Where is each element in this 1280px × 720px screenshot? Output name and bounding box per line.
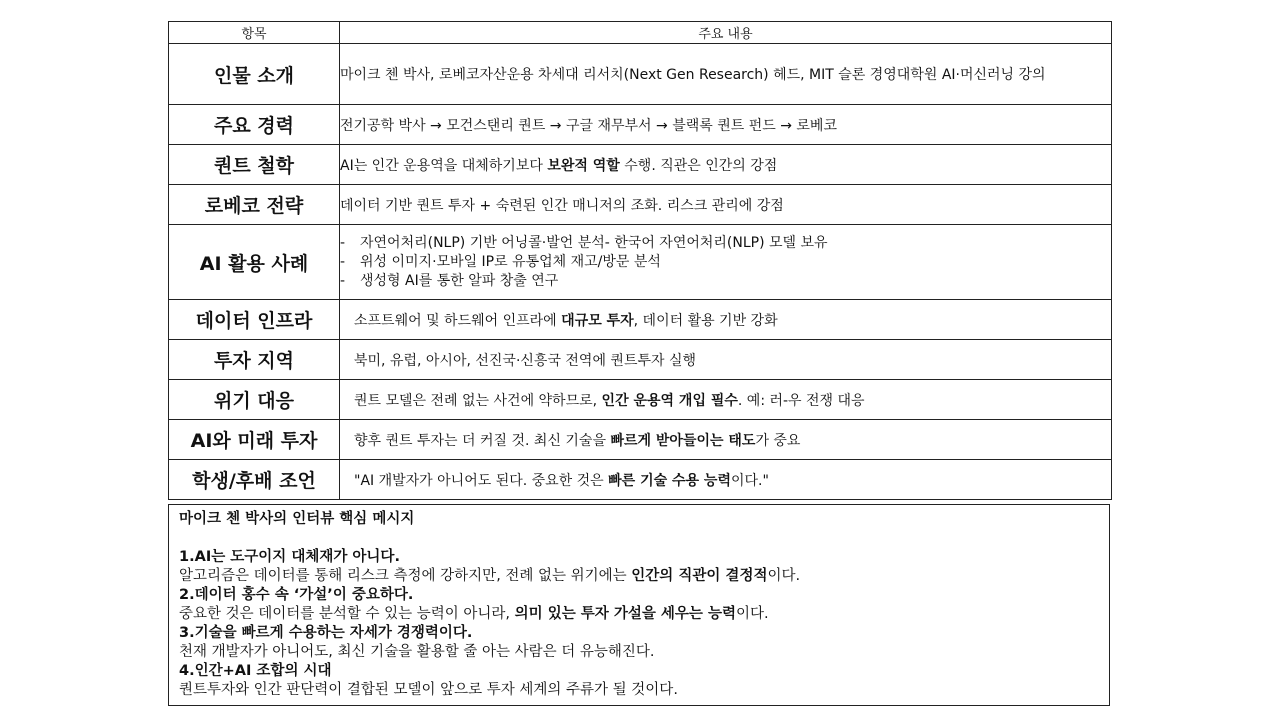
row-content: 마이크 첸 박사, 로베코자산운용 차세대 리서치(Next Gen Research) 헤드, MIT 슬론 경영대학원 AI·머신러닝 강의 bbox=[340, 44, 1112, 105]
table-row bbox=[169, 225, 1112, 300]
row-content: AI는 인간 운용역을 대체하기보다 보완적 역할 수행. 직관은 인간의 강점 bbox=[340, 145, 1112, 185]
row-label: 위기 대응 bbox=[169, 380, 340, 420]
header-content: 주요 내용 bbox=[340, 22, 1112, 44]
row-label: 주요 경력 bbox=[169, 105, 340, 145]
summary-point-text: 알고리즘은 데이터를 통해 리스크 측정에 강하지만, 전례 없는 위기에는 인간의 직관이 결정적이다. bbox=[179, 568, 801, 584]
summary-point-text: 천재 개발자가 아니어도, 최신 기술을 활용할 줄 아는 사람은 더 유능해진다. bbox=[179, 644, 655, 660]
row-content: 데이터 기반 퀀트 투자 + 숙련된 인간 매니저의 조화. 리스크 관리에 강점 bbox=[340, 185, 1112, 225]
row-label: AI와 미래 투자 bbox=[169, 420, 340, 460]
bullet-item: - 위성 이미지·모바일 IP로 유통업체 재고/방문 분석 bbox=[340, 253, 661, 270]
row-label: 학생/후배 조언 bbox=[169, 460, 340, 500]
table-row bbox=[169, 105, 1112, 145]
row-label: 인물 소개 bbox=[169, 44, 340, 105]
summary-point-heading: 1.AI는 도구이지 대체재가 아니다. bbox=[179, 549, 400, 565]
info-table bbox=[168, 21, 1112, 500]
summary-point-text: 중요한 것은 데이터를 분석할 수 있는 능력이 아니라, 의미 있는 투자 가설을 세우는 능력이다. bbox=[179, 606, 769, 622]
row-content: 향후 퀀트 투자는 더 커질 것. 최신 기술을 빠르게 받아들이는 태도가 중요 bbox=[340, 420, 1112, 460]
table-row bbox=[169, 300, 1112, 340]
header-item: 항목 bbox=[169, 22, 340, 44]
table-row bbox=[169, 185, 1112, 225]
table-row bbox=[169, 380, 1112, 420]
summary-point-heading: 2.데이터 홍수 속 ‘가설’이 중요하다. bbox=[179, 587, 414, 603]
table-header-row bbox=[169, 22, 1112, 44]
table-row bbox=[169, 145, 1112, 185]
row-label: 투자 지역 bbox=[169, 340, 340, 380]
bullet-item: - 자연어처리(NLP) 기반 어닝콜·발언 분석- 한국어 자연어처리(NLP) 모델 보유 bbox=[340, 234, 828, 251]
row-content: 북미, 유럽, 아시아, 선진국·신흥국 전역에 퀀트투자 실행 bbox=[340, 340, 1112, 380]
row-content-bullets bbox=[340, 225, 1112, 300]
bullet-item: - 생성형 AI를 통한 알파 창출 연구 bbox=[340, 272, 559, 289]
table-row bbox=[169, 340, 1112, 380]
row-label: AI 활용 사례 bbox=[169, 225, 340, 300]
table-row bbox=[169, 420, 1112, 460]
row-content: 퀀트 모델은 전례 없는 사건에 약하므로, 인간 운용역 개입 필수. 예: 러-우 전쟁 대응 bbox=[340, 380, 1112, 420]
table-row bbox=[169, 460, 1112, 500]
row-content: 소프트웨어 및 하드웨어 인프라에 대규모 투자, 데이터 활용 기반 강화 bbox=[340, 300, 1112, 340]
table-row bbox=[169, 44, 1112, 105]
summary-point-text: 퀀트투자와 인간 판단력이 결합된 모델이 앞으로 투자 세계의 주류가 될 것이다. bbox=[179, 682, 678, 698]
summary-title: 마이크 첸 박사의 인터뷰 핵심 메시지 bbox=[179, 511, 415, 527]
row-content: 전기공학 박사 → 모건스탠리 퀀트 → 구글 재무부서 → 블랙록 퀀트 펀드 → 로베코 bbox=[340, 105, 1112, 145]
summary-box bbox=[168, 504, 1110, 706]
row-label: 데이터 인프라 bbox=[169, 300, 340, 340]
row-content: "AI 개발자가 아니어도 된다. 중요한 것은 빠른 기술 수용 능력이다." bbox=[340, 460, 1112, 500]
summary-point-heading: 3.기술을 빠르게 수용하는 자세가 경쟁력이다. bbox=[179, 625, 473, 641]
summary-point-heading: 4.인간+AI 조합의 시대 bbox=[179, 663, 332, 679]
row-label: 퀀트 철학 bbox=[169, 145, 340, 185]
row-label: 로베코 전략 bbox=[169, 185, 340, 225]
